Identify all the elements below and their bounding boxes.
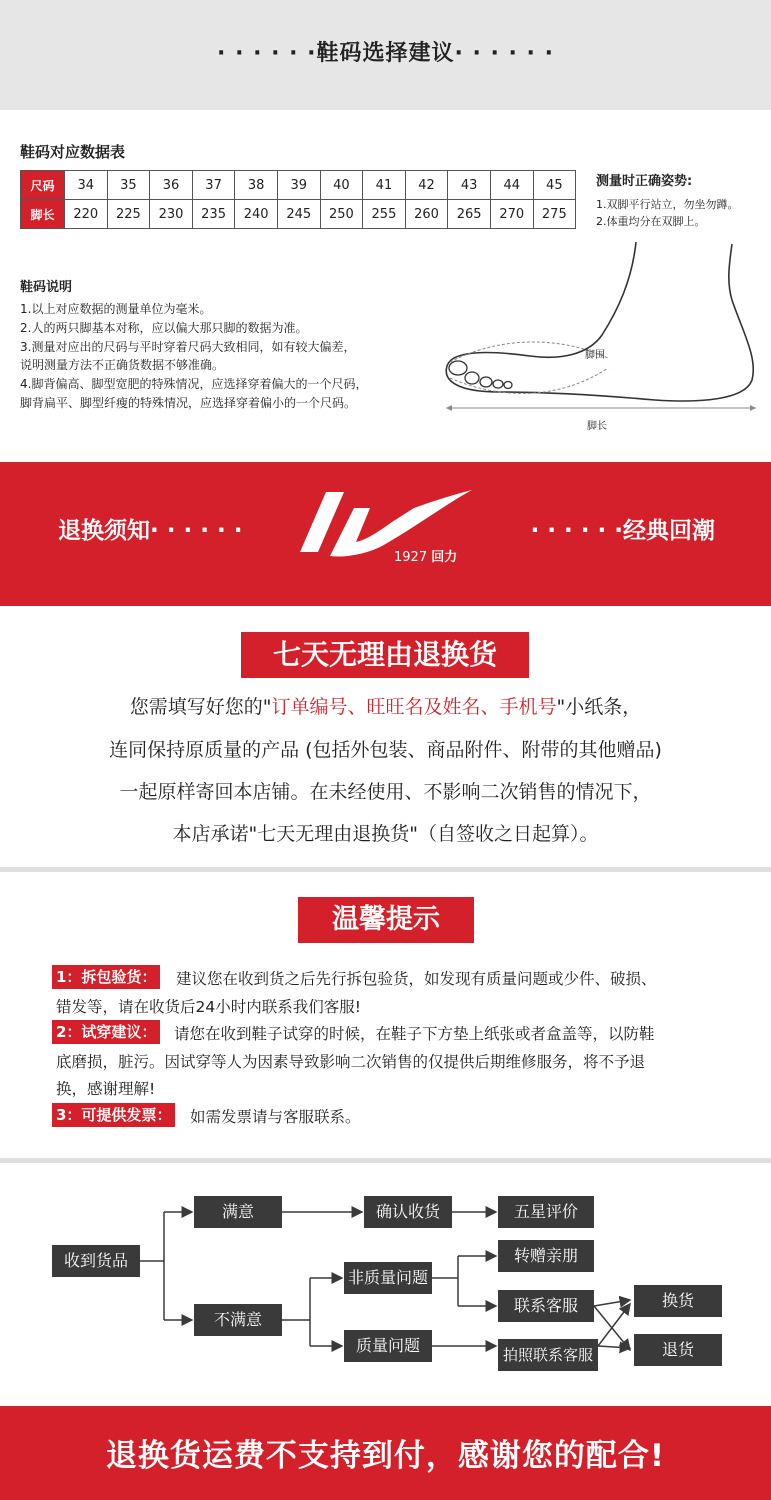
size-table (20, 170, 576, 229)
length-cell: 270 (490, 200, 533, 229)
size-note-line: 2.人的两只脚基本对称，应以偏大那只脚的数据为准。 (20, 321, 308, 335)
flow-unsatisfied: 不满意 (194, 1304, 282, 1336)
brand-logo-text (394, 546, 457, 565)
size-cell: 44 (490, 171, 533, 200)
size-cell: 36 (150, 171, 193, 200)
length-cell: 265 (448, 200, 491, 229)
length-cell: 245 (277, 200, 320, 229)
policy-line-4: 本店承诺"七天无理由退换货"（自签收之日起算）。 (172, 823, 599, 845)
length-cell: 230 (150, 200, 193, 229)
size-note-line: 1.以上对应数据的测量单位为毫米。 (20, 302, 212, 316)
length-cell: 260 (405, 200, 448, 229)
flow-refund: 退货 (634, 1334, 722, 1366)
tips-title: 温馨提示 (298, 897, 474, 943)
footer-text: 退换货运费不支持到付，感谢您的配合! (105, 1438, 666, 1474)
measure-line: 2.体重均分在双脚上。 (596, 215, 706, 228)
flow-satisfied: 满意 (194, 1196, 282, 1228)
policy-line-2: 连同保持原质量的产品 (包括外包装、商品附件、附带的其他赠品) (109, 739, 662, 761)
tip-1-text: 建议您在收到货之后先行拆包验货，如发现有质量问题或少件、破损、 (176, 970, 657, 988)
flow-gift: 转赠亲朋 (498, 1240, 594, 1272)
flow-non-quality: 非质量问题 (344, 1262, 432, 1294)
logo-brand: 回力 (431, 550, 458, 565)
size-note-line: 脚背扁平、脚型纤瘦的特殊情况，应选择穿着偏小的一个尺码。 (20, 396, 357, 410)
section-divider (0, 867, 771, 872)
size-note-line: 4.脚背偏高、脚型宽肥的特殊情况，应选择穿着偏大的一个尺码， (20, 377, 368, 391)
tip-1-tag: 1：拆包验货： (52, 965, 160, 989)
size-cell: 39 (277, 171, 320, 200)
foot-diagram (440, 240, 760, 420)
length-cell: 240 (235, 200, 278, 229)
size-cell: 43 (448, 171, 491, 200)
length-row (21, 200, 576, 229)
length-row-label: 脚长 (21, 200, 65, 229)
policy-line-1-start: 您需填写好您的" (129, 696, 272, 718)
foot-girth-label: 脚围 (585, 350, 605, 361)
flow-received: 收到货品 (52, 1245, 140, 1277)
banner-left-text: 退换须知· · · · · · (58, 518, 243, 544)
size-note-line: 3.测量对应出的尺码与平时穿着尺码大致相同，如有较大偏差， (20, 340, 356, 354)
length-cell: 250 (320, 200, 363, 229)
logo-year: 1927 (394, 550, 428, 565)
size-cell: 37 (192, 171, 235, 200)
size-row-label: 尺码 (21, 171, 65, 200)
flow-confirm-receipt: 确认收货 (364, 1196, 452, 1228)
tip-2-tag: 2：试穿建议： (52, 1020, 160, 1044)
tip-2-text-cont: 底磨损，脏污。因试穿等人为因素导致影响二次销售的仅提供后期维修服务，将不予退 (56, 1053, 646, 1071)
length-cell: 275 (533, 200, 576, 229)
size-cell: 34 (65, 171, 108, 200)
policy-line-1 (0, 692, 771, 719)
length-cell: 225 (107, 200, 150, 229)
foot-length-label: 脚长 (587, 421, 607, 432)
size-table-title: 鞋码对应数据表 (20, 143, 126, 161)
tip-2-text: 请您在收到鞋子试穿的时候，在鞋子下方垫上纸张或者盒盖等，以防鞋 (174, 1025, 655, 1043)
length-cell: 235 (192, 200, 235, 229)
flow-photo-contact: 拍照联系客服 (498, 1339, 598, 1371)
size-cell: 35 (107, 171, 150, 200)
banner-right-text: · · · · · ·经典回潮 (530, 518, 715, 544)
size-cell: 40 (320, 171, 363, 200)
size-row (21, 171, 576, 200)
size-cell: 41 (363, 171, 406, 200)
tip-3-text: 如需发票请与客服联系。 (190, 1108, 361, 1126)
flow-contact-service: 联系客服 (498, 1290, 594, 1322)
size-note-line: 说明测量方法不正确货数据不够准确。 (20, 358, 225, 372)
flow-five-star: 五星评价 (498, 1196, 594, 1228)
flow-quality: 质量问题 (344, 1330, 432, 1362)
flow-exchange: 换货 (634, 1285, 722, 1317)
size-cell: 38 (235, 171, 278, 200)
measure-title: 测量时正确姿势: (596, 174, 693, 189)
header-title: · · · · · ·鞋码选择建议· · · · · · (217, 41, 554, 66)
policy-line-3: 一起原样寄回本店铺。在未经使用、不影响二次销售的情况下， (119, 781, 652, 803)
policy-highlight: 订单编号、旺旺名及姓名、手机号 (271, 696, 557, 718)
tip-3-tag: 3：可提供发票： (52, 1103, 175, 1127)
length-cell: 255 (363, 200, 406, 229)
length-cell: 220 (65, 200, 108, 229)
tip-2-text-end: 换，感谢理解! (56, 1080, 156, 1098)
policy-line-1-end: "小纸条， (556, 696, 642, 718)
size-note-title: 鞋码说明 (20, 280, 73, 295)
size-cell: 42 (405, 171, 448, 200)
measure-line: 1.双脚平行站立，勿坐勿蹲。 (596, 198, 739, 211)
tip-1-text-cont: 错发等，请在收货后24小时内联系我们客服! (56, 998, 361, 1016)
policy-title: 七天无理由退换货 (241, 632, 529, 678)
size-cell: 45 (533, 171, 576, 200)
